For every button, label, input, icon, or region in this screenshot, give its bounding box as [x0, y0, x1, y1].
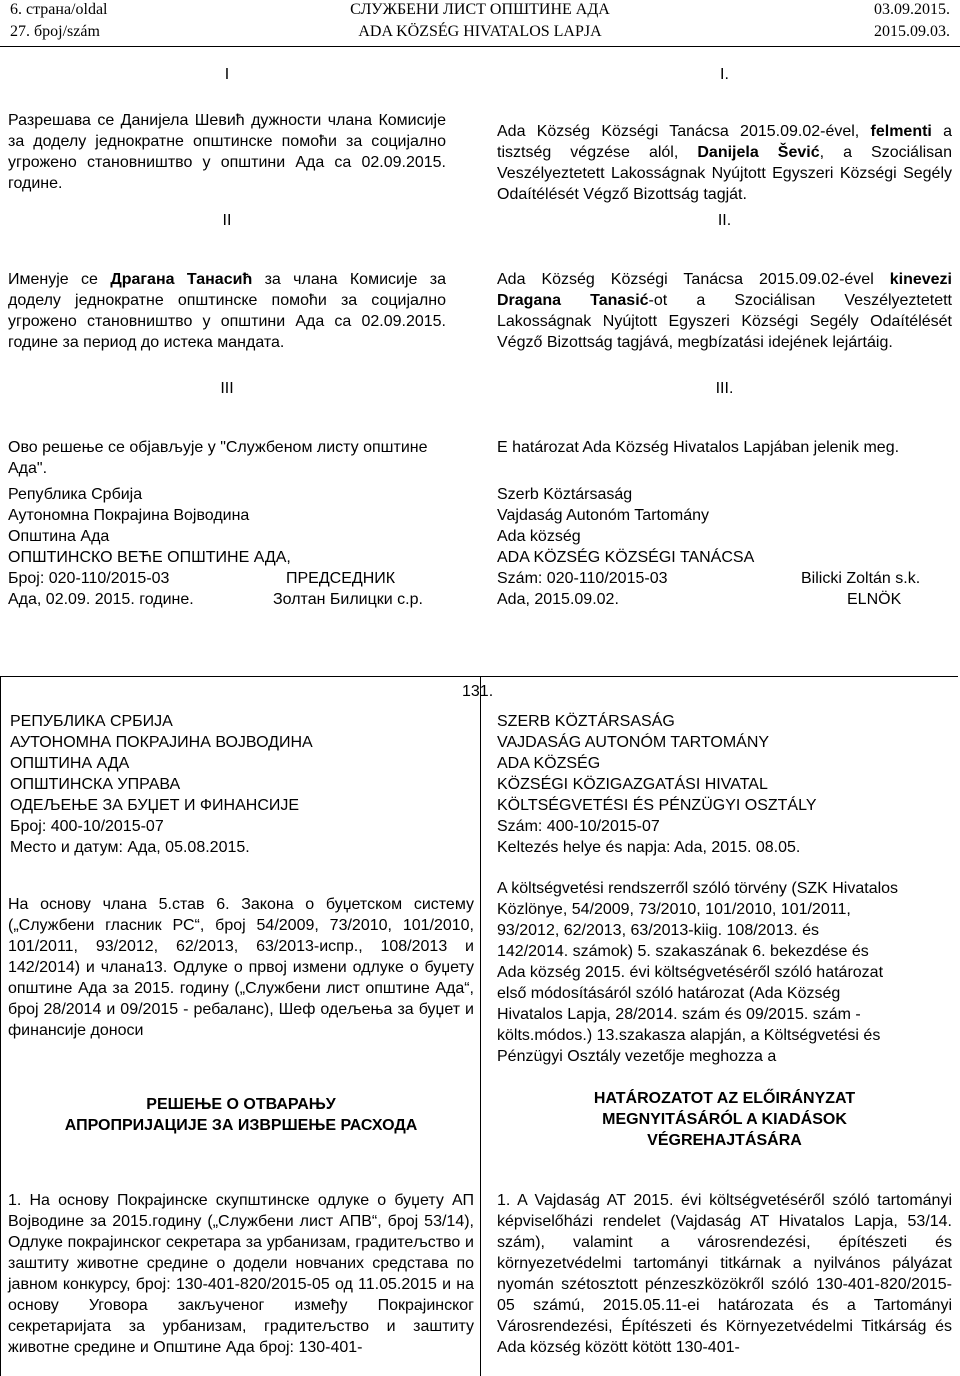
paragraph-3: Ово решење се објављује у "Службеном листу општине Ада".	[8, 439, 428, 477]
signature-row	[497, 589, 952, 610]
journal-title-sr: СЛУЖБЕНИ ЛИСТ ОПШТИНЕ АДА	[350, 1, 610, 18]
preamble-line: 142/2014. számok) 5. szakaszának 6. bekezdése és	[497, 943, 869, 960]
authority-line: SZERB KÖZTÁRSASÁG	[497, 713, 675, 730]
keyword-appoint: kinevezi	[889, 271, 952, 288]
paragraph-2-start: Ada Község Községi Tanácsa 2015.09.02-ével	[497, 271, 890, 288]
signature-line: ADA KÖZSÉG KÖZSÉGI TANÁCSA	[497, 549, 755, 566]
signature-line: Szerb Köztársaság	[497, 486, 633, 503]
paragraph-1-end: , a Szociálisan Veszélyeztetett Lakosságnak Nyújtott Egyszeri Községi Segély Odaítélését Végző Bizottság tagját.	[497, 144, 952, 203]
page-number: 6. страна/oldal	[10, 1, 108, 18]
paragraph-1	[497, 121, 952, 205]
paragraph-1: Разрешава се Данијела Шевић дужности члана Комисије за доделу једнократне општинске помоћи за социјално угрожено становништво у општини Ада са 02.09.2015. године.	[8, 112, 446, 192]
authority-line: ОПШТИНСКА УПРАВА	[10, 776, 181, 793]
authority-line: KÖLTSÉGVETÉSI ÉS PÉNZÜGYI OSZTÁLY	[497, 797, 817, 814]
preamble-line: Közlönye, 54/2009, 73/2010, 101/2010, 101/2011,	[497, 901, 851, 918]
appointee-name: Dragana Tanasić	[497, 292, 649, 309]
signature-line: ОПШТИНСКО ВЕЋЕ ОПШТИНЕ АДА,	[8, 549, 291, 566]
authority-line: ОДЕЉЕЊЕ ЗА БУЏЕТ И ФИНАНСИЈЕ	[10, 797, 300, 814]
decision-title-line: MEGNYITÁSÁRÓL A KIADÁSOK	[602, 1111, 847, 1128]
issue-date-hu: 2015.09.03.	[874, 23, 950, 40]
section-heading-3: III.	[715, 380, 734, 397]
authority-header-hu	[497, 711, 952, 858]
signature-row	[8, 568, 446, 589]
item-number: 131.	[462, 683, 494, 700]
column-divider	[480, 676, 481, 1376]
section-heading-3: III	[220, 380, 234, 397]
preamble-line: 93/2012, 62/2013, 63/2013-kiig. 108/2013. és	[497, 922, 820, 939]
document-number: Szám: 400-10/2015-07	[497, 818, 660, 835]
authority-line: РЕПУБЛИКА СРБИЈА	[10, 713, 173, 730]
dismissed-name: Danijela Šević	[697, 144, 820, 161]
decision-title-line: VÉGREHAJTÁSÁRA	[647, 1132, 802, 1149]
appointee-name: Драгана Танасић	[110, 271, 253, 288]
section-heading-2: II.	[717, 212, 732, 229]
paragraph-2-end: -ot a Szociálisan Veszélyeztetett Lakosságnak Nyújtott Egyszeri Községi Segély Odaítélését Végző Bizottság tagjává, megbízatási idejének lejártáig.	[497, 292, 953, 351]
section-heading-2: II	[222, 212, 232, 229]
page-header	[0, 0, 960, 46]
issue-number: 27. број/szám	[10, 23, 100, 40]
paragraph-3: E határozat Ada Község Hivatalos Lapjában jelenik meg.	[497, 439, 900, 456]
decision-title-line: HATÁROZATOT AZ ELŐIRÁNYZAT	[593, 1090, 856, 1107]
decision-title-hu	[497, 1088, 952, 1151]
paragraph-2-end: за члана Комисије за доделу једнократне општинске помоћи за социјално угрожено становништво у општини Ада са 02.09.2015. године за период до истека мандата.	[8, 271, 446, 351]
signature-row	[8, 589, 446, 610]
authority-line: ОПШТИНА АДА	[10, 755, 130, 772]
authority-line: VAJDASÁG AUTONÓM TARTOMÁNY	[497, 734, 770, 751]
preamble-line: Hivatalos Lapja, 28/2014. szám és 09/2015. szám -	[497, 1006, 861, 1023]
signature-line: Аутономна Покрајина Војводина	[8, 507, 250, 524]
item-1-hu: 1. A Vajdaság AT 2015. évi költségvetéséről szóló tartományi képviselőházi rendelet (Vajdaság AT Hivatalos Lapja, 53/14. szám), valamint a városrendezési, építészeti és környezetvédelmi tartományi titkárnak a nyilvános pályázat nyomán szétosztott pénzeszközökről szóló 130-401-820/2015-05 számú, 2015.05.11-ei határozata és a Tartományi Városrendezési, Építészeti és Környezetvédelmi Titkárság és Ada község között kötött 130-401-	[497, 1192, 952, 1356]
signature-line: Vajdaság Autonóm Tartomány	[497, 507, 709, 524]
place-and-date: Место и датум: Ада, 05.08.2015.	[10, 839, 250, 856]
signatory-name: Золтан Билицки с.р.	[273, 591, 423, 608]
issue-date-sr: 03.09.2015.	[874, 1, 950, 18]
paragraph-1-start: Ada Község Községi Tanácsa 2015.09.02-ével,	[497, 123, 871, 140]
document-date: Ada, 2015.09.02.	[497, 591, 619, 608]
paragraph-2	[497, 269, 952, 353]
preamble-line: A költségvetési rendszerről szóló törvény (SZK Hivatalos	[497, 880, 899, 897]
document-number: Број: 020-110/2015-03	[8, 570, 170, 587]
document-date: Ада, 02.09. 2015. године.	[8, 591, 194, 608]
signature-block	[497, 484, 952, 610]
journal-title-hu: ADA KÖZSÉG HIVATALOS LAPJA	[358, 23, 602, 40]
signatory-title: ELNÖK	[847, 591, 902, 608]
preamble-line: Pénzügyi Osztály vezetője meghozza a	[497, 1048, 777, 1065]
signature-line: Општина Ада	[8, 528, 110, 545]
signature-row	[497, 568, 952, 589]
authority-header-sr	[10, 711, 448, 858]
decision-title-sr	[8, 1094, 474, 1136]
authority-line: ADA KÖZSÉG	[497, 755, 601, 772]
paragraph-2-start: Именује се	[8, 271, 111, 288]
preamble-line: Ada község 2015. évi költségvetéséről szóló határozat	[497, 964, 884, 981]
decision-title-line: АПРОПРИЈАЦИЈЕ ЗА ИЗВРШЕЊЕ РАСХОДА	[64, 1117, 418, 1134]
keyword-dismiss: felmenti	[870, 123, 932, 140]
signatory-title: ПРЕДСЕДНИК	[286, 570, 396, 587]
header-rule	[0, 46, 960, 47]
document-number: Szám: 020-110/2015-03	[497, 570, 668, 587]
section-heading-1: I.	[720, 66, 729, 83]
preamble-line: költs.módos.) 13.szakasza alapján, a Költségvetési és	[497, 1027, 881, 1044]
preamble-sr: На основу члана 5.став 6. Закона о буџетском систему („Службени гласник РС“, број 54/2009, 73/2010, 101/2010, 101/2011, 93/2012, 62/2013, 63/2013-испр., 108/2013 и 142/2014) и члана13. Одлуке о првој измени одлуке о буџету општине Ада за 2015. годину („Службени лист општине Ада“, број 28/2014 и 09/2015 - ребаланс), Шеф одељења за буџет и финансије доноси	[8, 896, 474, 1039]
place-and-date: Keltezés helye és napja: Ada, 2015. 08.05.	[497, 839, 801, 856]
decision-title-line: РЕШЕЊЕ О ОТВАРАЊУ	[146, 1096, 336, 1113]
signature-block	[8, 484, 446, 610]
signature-line: Република Србија	[8, 486, 143, 503]
section-heading-1: I	[224, 66, 230, 83]
authority-line: KÖZSÉGI KÖZIGAZGATÁSI HIVATAL	[497, 776, 768, 793]
signatory-name: Bilicki Zoltán s.k.	[801, 570, 921, 587]
preamble-line: első módosításáról szóló határozat (Ada Község	[497, 985, 841, 1002]
item-1-sr: 1. На основу Покрајинске скупштинске одлуке о буџету АП Војводине за 2015.годину („Службени лист АПВ“, број 53/14), Одлуке покрајинског секретара за урбанизам, градитељство и заштиту животне средине о додели новчаних средстава по јавном конкурсу, број: 130-401-820/2015-05 од 11.05.2015 и на основу Уговора закљученог између Покрајинског секретаријата за урбанизам, градитељство и заштиту животне средине и Општине Ада број: 130-401-	[8, 1192, 474, 1356]
signature-line: Ada község	[497, 528, 581, 545]
preamble-hu	[497, 878, 952, 1067]
paragraph-2	[8, 269, 446, 353]
authority-line: АУТОНОМНА ПОКРАЈИНА ВОЈВОДИНА	[10, 734, 313, 751]
document-number: Број: 400-10/2015-07	[10, 818, 164, 835]
paragraph-1-mid: a tisztség végzése alól,	[497, 123, 953, 161]
